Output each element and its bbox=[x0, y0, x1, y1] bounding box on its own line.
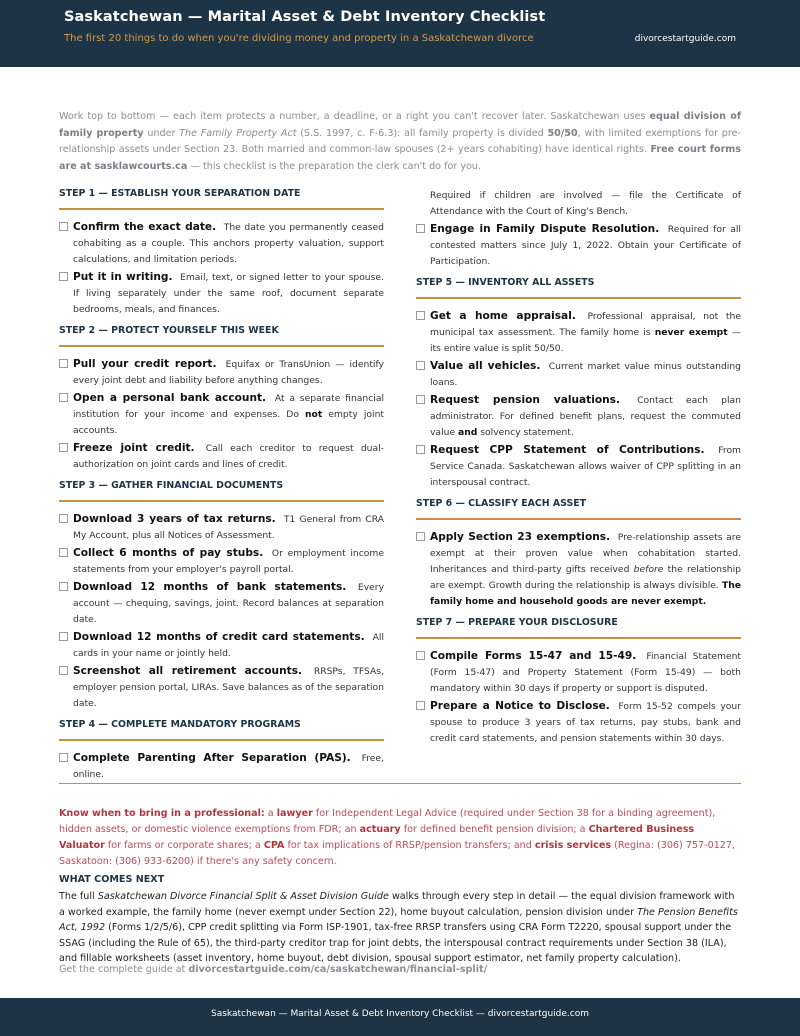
page-subtitle: The first 20 things to do when you're dividing money and property in a Saskatchewan divorce bbox=[64, 33, 534, 44]
item-emphasis: never exempt bbox=[654, 327, 728, 338]
intro-text: Work top to bottom — each item protects a number, a deadline, or a right you can't recover later. Saskatchewan uses bbox=[59, 111, 650, 122]
pro-text: for farms or corporate shares; a bbox=[104, 840, 264, 851]
item-title: Download 3 years of tax returns. bbox=[73, 513, 276, 525]
item-text: Professional appraisal, not the municipal tax assessment. The family home is bbox=[430, 311, 741, 338]
pro-emphasis: crisis services bbox=[534, 840, 612, 851]
wc-act-name: The Pension Benefits Act, 1992 bbox=[59, 906, 738, 934]
step-heading: STEP 5 — INVENTORY ALL ASSETS bbox=[416, 277, 595, 288]
item-text: Required for all contested matters since July 1, 2022. Obtain your Certificate of Participation. bbox=[430, 224, 741, 267]
checkbox[interactable] bbox=[59, 632, 68, 641]
item-title: Engage in Family Dispute Resolution. bbox=[430, 223, 660, 235]
pro-emphasis: actuary bbox=[359, 824, 401, 835]
item-text: — its entire value is split 50/50. bbox=[430, 327, 742, 354]
page-footer bbox=[0, 998, 800, 1036]
pro-text: for tax implications of RRSP/pension transfers; and bbox=[284, 840, 535, 851]
checklist-item bbox=[416, 698, 741, 747]
right-column bbox=[416, 188, 741, 748]
item-text: empty joint accounts. bbox=[73, 409, 384, 436]
item-title: Request CPP Statement of Contributions. bbox=[430, 444, 705, 456]
checklist-item bbox=[59, 750, 384, 783]
intro-text: (S.S. 1997, c. F-6.3): all family property is divided bbox=[296, 127, 548, 139]
step-heading: STEP 7 — PREPARE YOUR DISCLOSURE bbox=[416, 617, 618, 628]
header-site-link[interactable]: divorcestartguide.com bbox=[634, 34, 736, 44]
item-text: solvency statement. bbox=[477, 427, 574, 438]
item-title: Download 12 months of bank statements. bbox=[73, 581, 347, 593]
step-divider bbox=[416, 637, 741, 639]
item-text: RRSPs, TFSAs, employer pension portal, LIRAs. Save balances as of the separation date. bbox=[73, 666, 384, 709]
item-text: From Service Canada. Saskatchewan allows waiver of CPP splitting in an interspousal contract. bbox=[430, 445, 742, 488]
checklist-item bbox=[416, 358, 741, 391]
item-title: Complete Parenting After Separation (PAS). bbox=[73, 752, 351, 764]
checklist-item bbox=[59, 545, 384, 578]
intro-act-name: The Family Property Act bbox=[179, 127, 297, 139]
item-title: Get a home appraisal. bbox=[430, 310, 576, 322]
checklist-item bbox=[416, 308, 741, 357]
page-title: Saskatchewan — Marital Asset & Debt Inventory Checklist bbox=[64, 9, 546, 25]
step-divider bbox=[416, 518, 741, 520]
footer-text: Saskatchewan — Marital Asset & Debt Inventory Checklist — divorcestartguide.com bbox=[210, 1009, 590, 1019]
item-text: At a separate financial institution for your income and expenses. Do bbox=[73, 393, 385, 420]
item-text: Equifax or TransUnion — identify every joint debt and liability before anything changes. bbox=[73, 359, 384, 386]
checklist-item bbox=[59, 663, 384, 712]
wc-text: walks through every step in detail — the equal division framework with a worked example, the family home (never exempt under Section 22), home buyout calculation, pension division under bbox=[59, 891, 735, 918]
checkbox[interactable] bbox=[59, 222, 68, 231]
checklist-item bbox=[416, 648, 741, 697]
item-text: Every account — chequing, savings, joint. Record balances at separation date. bbox=[73, 582, 384, 625]
checkbox[interactable] bbox=[59, 393, 68, 402]
checklist-item bbox=[416, 221, 741, 270]
item-title: Collect 6 months of pay stubs. bbox=[73, 547, 264, 559]
checkbox[interactable] bbox=[416, 701, 425, 710]
item-text: Call each creditor to request dual-authorization on joint cards and lines of credit. bbox=[73, 443, 384, 470]
checkbox[interactable] bbox=[59, 666, 68, 675]
checkbox[interactable] bbox=[59, 443, 68, 452]
intro-emphasis: 50/50 bbox=[547, 127, 578, 139]
pro-text: a bbox=[264, 808, 277, 819]
whats-next-paragraph bbox=[59, 889, 741, 967]
intro-emphasis: equal division of family property bbox=[59, 111, 741, 139]
checkbox[interactable] bbox=[59, 753, 68, 762]
wc-text: (Forms 1/2/5/6), CPP credit splitting via Form ISP-1901, tax-free RRSP transfers using CRA Form T2220, spousal support under the SSAG (including the Rule of 65), the third-party creditor trap for joint debts, the interspousal contract requirements under Section 38 (ILA), and fillable worksheets (asset inventory, home buyout, debt division, spousal support estimator, net family property calculation). bbox=[59, 922, 732, 965]
intro-text: under bbox=[143, 127, 180, 139]
whats-next-heading: WHAT COMES NEXT bbox=[59, 874, 165, 885]
checkbox[interactable] bbox=[59, 548, 68, 557]
checkbox[interactable] bbox=[59, 359, 68, 368]
checklist-item bbox=[59, 440, 384, 473]
checkbox[interactable] bbox=[59, 582, 68, 591]
item-title: Put it in writing. bbox=[73, 271, 173, 283]
item-italic: before bbox=[633, 564, 664, 575]
step-divider bbox=[59, 345, 384, 347]
checkbox[interactable] bbox=[416, 311, 425, 320]
step-heading: STEP 1 — ESTABLISH YOUR SEPARATION DATE bbox=[59, 188, 301, 199]
checkbox[interactable] bbox=[416, 532, 425, 541]
step-divider bbox=[59, 500, 384, 502]
step-heading: STEP 3 — GATHER FINANCIAL DOCUMENTS bbox=[59, 480, 284, 491]
checkbox[interactable] bbox=[59, 272, 68, 281]
checklist-item bbox=[416, 529, 741, 610]
item-title: Freeze joint credit. bbox=[73, 442, 195, 454]
pro-emphasis: Chartered Business Valuator bbox=[59, 824, 695, 851]
checkbox[interactable] bbox=[416, 395, 425, 404]
pro-emphasis: lawyer bbox=[276, 808, 313, 819]
item-text: T1 General from CRA My Account, plus all Notices of Assessment. bbox=[73, 514, 385, 541]
guide-link-line bbox=[59, 964, 487, 975]
wc-guide-title: Saskatchewan Divorce Financial Split & Asset Division Guide bbox=[97, 891, 389, 902]
intro-text: , with limited exemptions for pre-relationship assets under Section 23. Both married and common-law spouses (2+ years cohabiting) have identical rights. bbox=[59, 127, 741, 155]
item-title: Open a personal bank account. bbox=[73, 392, 267, 404]
item-emphasis: not bbox=[305, 409, 323, 420]
item-title: Compile Forms 15-47 and 15-49. bbox=[430, 650, 637, 662]
professional-help-note bbox=[59, 806, 741, 870]
pro-text: for Independent Legal Advice (required under Section 38 for a binding agreement), hidden assets, or domestic violence exemptions from FDR; an bbox=[59, 808, 716, 835]
checkbox[interactable] bbox=[59, 514, 68, 523]
item-emphasis: The family home and household goods are never exempt. bbox=[430, 580, 741, 607]
page-header bbox=[0, 0, 800, 67]
checkbox[interactable] bbox=[416, 361, 425, 370]
item-title: Apply Section 23 exemptions. bbox=[430, 531, 611, 543]
checklist-item bbox=[59, 629, 384, 662]
intro-court-forms-link[interactable]: Free court forms are at sasklawcourts.ca bbox=[59, 144, 742, 172]
item-text: Financial Statement (Form 15-47) and Property Statement (Form 15-49) — both mandatory within 30 days if property or support is disputed. bbox=[430, 651, 742, 694]
item-text: Current market value minus outstanding loans. bbox=[430, 361, 741, 388]
pro-text: (Regina: (306) 757-0127, Saskatoon: (306) 933-6200) if there's any safety concern. bbox=[59, 840, 736, 867]
guide-link[interactable]: divorcestartguide.com/ca/saskatchewan/financial-split/ bbox=[188, 964, 488, 975]
item-title: Value all vehicles. bbox=[430, 360, 541, 372]
checkbox[interactable] bbox=[416, 651, 425, 660]
pro-lead: Know when to bring in a professional: bbox=[59, 808, 265, 819]
item-text: Pre-relationship assets are exempt at their proven value when cohabitation started. Inheritances and third-party gifts received bbox=[430, 532, 741, 575]
item-text: the relationship are exempt. Growth during the relationship is always divisible. bbox=[430, 564, 742, 591]
checklist-item bbox=[416, 442, 741, 491]
item-text: All cards in your name or jointly held. bbox=[73, 632, 384, 659]
item-title: Pull your credit report. bbox=[73, 358, 217, 370]
intro-text: — this checklist is the preparation the clerk can't do for you. bbox=[187, 160, 482, 172]
checklist-item bbox=[416, 392, 741, 441]
item-title: Confirm the exact date. bbox=[73, 221, 217, 233]
item-title: Request pension valuations. bbox=[430, 394, 621, 406]
item-text: Free, online. bbox=[73, 753, 385, 780]
wc-link-prefix: Get the complete guide at bbox=[59, 964, 189, 975]
checklist-item bbox=[59, 511, 384, 544]
pro-emphasis: CPA bbox=[263, 840, 285, 851]
item-text: The date you permanently ceased cohabiting as a couple. This anchors property valuation, support calculations, and limitation periods. bbox=[73, 222, 384, 265]
checklist-item bbox=[59, 356, 384, 389]
section-divider bbox=[59, 783, 741, 784]
intro-paragraph bbox=[59, 109, 741, 175]
item-text: Contact each plan administrator. For defined benefit plans, request the commuted value bbox=[430, 395, 742, 438]
item-continuation: Required if children are involved — file the Certificate of Attendance with the Court of King's Bench. bbox=[430, 190, 741, 217]
item-title: Screenshot all retirement accounts. bbox=[73, 665, 303, 677]
checklist-item bbox=[59, 219, 384, 268]
item-text: Form 15-52 compels your spouse to produce 3 years of tax returns, pay stubs, bank and credit card statements, and pension statements within 30 days. bbox=[430, 701, 741, 744]
checklist-item bbox=[59, 269, 384, 318]
step-divider bbox=[59, 739, 384, 741]
item-text: Or employment income statements from your employer's payroll portal. bbox=[73, 548, 385, 575]
step-heading: STEP 2 — PROTECT YOURSELF THIS WEEK bbox=[59, 325, 279, 336]
step-heading: STEP 4 — COMPLETE MANDATORY PROGRAMS bbox=[59, 719, 301, 730]
checklist-item bbox=[59, 579, 384, 628]
checkbox[interactable] bbox=[416, 445, 425, 454]
item-title: Download 12 months of credit card statements. bbox=[73, 631, 365, 643]
checkbox[interactable] bbox=[416, 224, 425, 233]
pro-text: for defined benefit pension division; a bbox=[400, 824, 589, 835]
item-text: Email, text, or signed letter to your spouse. If living separately under the same roof, document separate bedrooms, meals, and finances. bbox=[73, 272, 384, 315]
step-divider bbox=[59, 208, 384, 210]
step-heading: STEP 6 — CLASSIFY EACH ASSET bbox=[416, 498, 587, 509]
item-title: Prepare a Notice to Disclose. bbox=[430, 700, 610, 712]
item-emphasis: and bbox=[458, 427, 478, 438]
wc-text: The full bbox=[59, 891, 98, 902]
checklist-item bbox=[59, 390, 384, 439]
step-divider bbox=[416, 297, 741, 299]
left-column bbox=[59, 188, 384, 784]
